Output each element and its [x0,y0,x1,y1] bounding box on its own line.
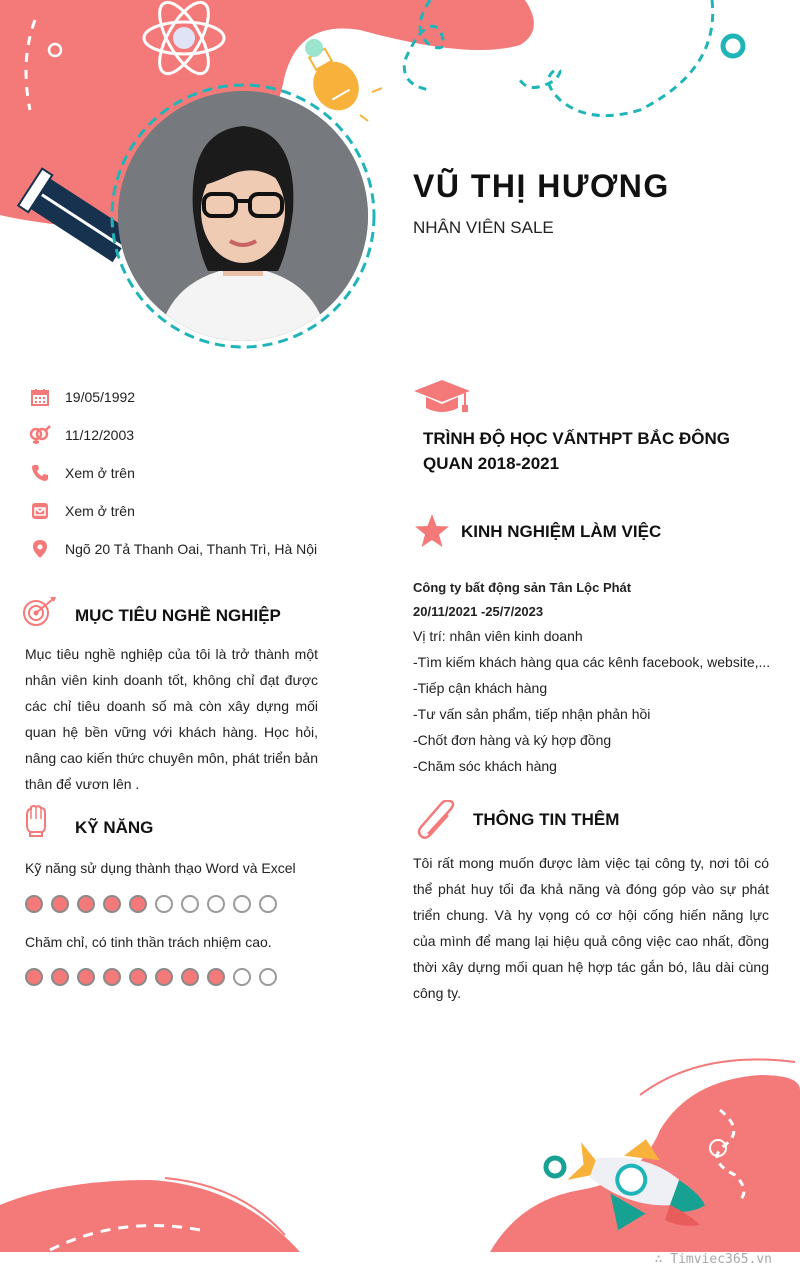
education-title: TRÌNH ĐỘ HỌC VẤNTHPT BẮC ĐÔNG QUAN 2018-2021 [423,429,730,473]
contact-value: 11/12/2003 [65,427,135,443]
rating-dot-filled [77,895,95,913]
rating-dot-filled [77,968,95,986]
rating-dot-filled [181,968,199,986]
contact-gender [28,423,134,447]
rating-dot-filled [129,895,147,913]
rating-dot-empty [259,968,277,986]
rating-dot-filled [25,895,43,913]
rating-dot-filled [155,968,173,986]
calendar-icon [28,385,52,409]
rating-dot-empty [259,895,277,913]
profile-photo [118,91,368,341]
experience-line: -Tìm kiếm khách hàng qua các kênh facebook, website,... [413,654,771,670]
rating-dot-filled [25,968,43,986]
skill-rating [25,895,277,913]
email-icon [28,499,52,523]
location-pin-icon [28,537,52,561]
objective-text: Mục tiêu nghề nghiệp của tôi là trở thành một nhân viên kinh doanh tốt, không chỉ đạt được các chỉ tiêu doanh số mà còn xây dựng mối quan hệ bền vững với khách hàng. Học hỏi, nâng cao kiến thức chuyên môn, phát triển bản thân để vươn lên . [25,646,318,792]
experience-line: -Tư vấn sản phẩm, tiếp nhận phản hồi [413,706,651,722]
contact-email [28,499,135,523]
experience-period: 20/11/2021 -25/7/2023 [413,604,544,619]
profile-photo-frame [110,83,376,349]
contact-value: Xem ở trên [65,503,135,519]
experience-company: Công ty bất động sản Tân Lộc Phát [413,580,632,595]
bottom-left-blob [0,1180,300,1252]
rating-dot-empty [181,895,199,913]
graduation-cap-icon [414,380,470,419]
rating-dot-filled [103,968,121,986]
rating-dot-empty [155,895,173,913]
rating-dot-filled [207,968,225,986]
contact-address [28,537,317,561]
job-title: NHÂN VIÊN SALE [413,218,554,237]
extra-info-title: THÔNG TIN THÊM [473,810,620,829]
candidate-name: VŨ THỊ HƯƠNG [413,168,670,204]
skill-label: Kỹ năng sử dụng thành thạo Word và Excel [25,860,296,876]
contact-birthdate [28,385,135,409]
watermark-text: Timviec365.vn [670,1252,772,1267]
rating-dot-filled [129,968,147,986]
footer-watermark [655,1252,772,1267]
skill-rating [25,968,277,986]
experience-line: Vị trí: nhân viên kinh doanh [413,628,583,644]
contact-value: Ngõ 20 Tả Thanh Oai, Thanh Trì, Hà Nội [65,541,318,557]
phone-icon [28,461,52,485]
paperclip-icon [416,800,458,845]
rating-dot-empty [233,895,251,913]
contact-value: Xem ở trên [65,465,135,481]
experience-line: -Tiếp cận khách hàng [413,680,548,696]
objective-title: MỤC TIÊU NGHỀ NGHIỆP [75,606,281,625]
experience-line: -Chăm sóc khách hàng [413,758,557,774]
rating-dot-filled [51,968,69,986]
skills-title: KỸ NĂNG [75,818,154,837]
star-icon [414,514,450,553]
fist-icon [24,805,48,842]
target-icon [22,596,58,633]
rating-dot-empty [233,968,251,986]
rating-dot-filled [103,895,121,913]
rating-dot-empty [207,895,225,913]
contact-value: 19/05/1992 [65,389,136,405]
watermark-icon: ∴ [654,1252,671,1267]
gender-icon [28,423,52,447]
contact-phone [28,461,135,485]
extra-info-text: Tôi rất mong muốn được làm việc tại công ty, nơi tôi có thể phát huy tối đa khả năng và đóng góp vào sự phát triển chung. Và hy vọng có cơ hội cống hiến năng lực của mình để mang lại hiệu quả công việc cao nhất, đồng thời xây dựng mối quan hệ hợp tác gắn bó, lâu dài cùng công ty. [413,855,769,1001]
experience-title: KINH NGHIỆM LÀM VIỆC [461,522,662,541]
skill-label: Chăm chỉ, có tinh thần trách nhiệm cao. [25,934,272,950]
experience-line: -Chốt đơn hàng và ký hợp đồng [413,732,612,748]
rating-dot-filled [51,895,69,913]
